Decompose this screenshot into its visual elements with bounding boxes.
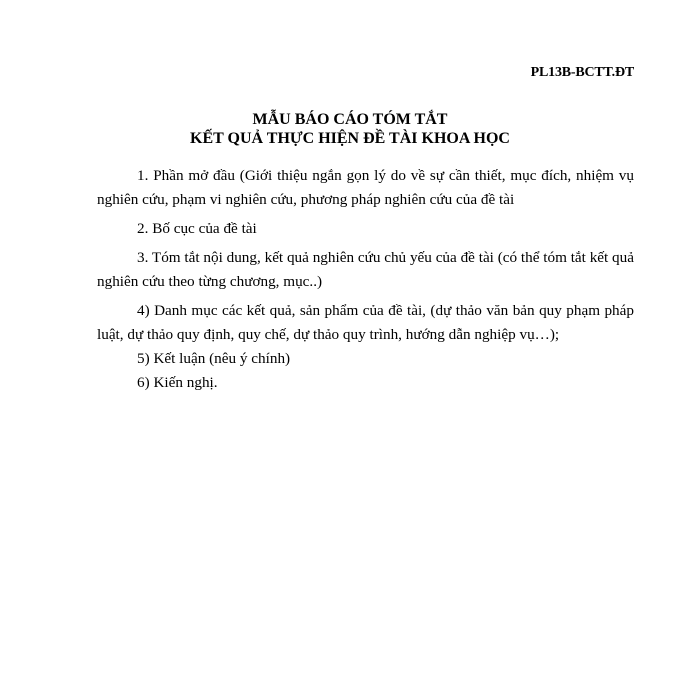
item-conclusion: 5) Kết luận (nêu ý chính) bbox=[137, 350, 291, 367]
document-body bbox=[97, 164, 634, 395]
item-summary: 3. Tóm tắt nội dung, kết quả nghiên cứu chủ yếu của đề tài (có thể tóm tắt kết quả nghiên cứu theo từng chương, mục..) bbox=[97, 249, 634, 290]
item-recommendations: 6) Kiến nghị. bbox=[137, 374, 218, 391]
item-results-list: 4) Danh mục các kết quả, sản phẩm của đề tài, (dự thảo văn bản quy phạm pháp luật, dự thảo quy định, quy chế, dự thảo quy trình, hướng dẫn nghiệp vụ…); bbox=[97, 302, 634, 343]
item-introduction: 1. Phần mở đầu (Giới thiệu ngắn gọn lý do về sự cần thiết, mục đích, nhiệm vụ nghiên cứu, phạm vi nghiên cứu, phương pháp nghiên cứu của đề tài bbox=[97, 167, 634, 208]
item-structure: 2. Bố cục của đề tài bbox=[137, 220, 257, 237]
document-title bbox=[0, 110, 700, 148]
title-line-1: MẪU BÁO CÁO TÓM TẮT bbox=[252, 111, 448, 128]
title-line-2: KẾT QUẢ THỰC HIỆN ĐỀ TÀI KHOA HỌC bbox=[190, 130, 510, 147]
document-code: PL13B-BCTT.ĐT bbox=[530, 65, 634, 80]
